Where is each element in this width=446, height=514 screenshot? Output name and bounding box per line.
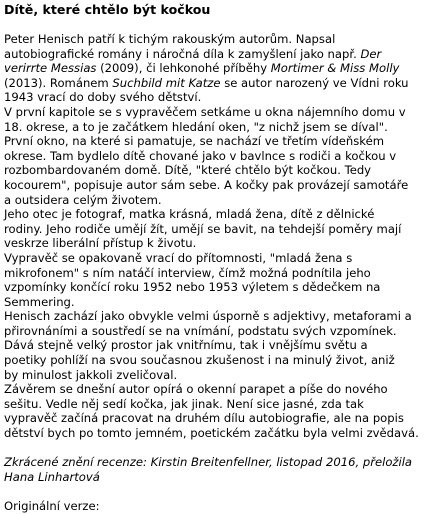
text-line	[4, 61, 440, 76]
text-run: autobiografické romány i náročná díla k zamyšlení jako např.	[4, 46, 361, 61]
text-line	[4, 47, 440, 62]
text-line	[4, 251, 440, 266]
book-title: Suchbild mit Katze	[112, 75, 221, 90]
text-run: Peter Henisch patří k tichým rakouským autorům. Napsal	[4, 32, 336, 46]
text-run: V první kapitole se s vypravěčem setkáme u okna nájemního domu v	[4, 104, 406, 119]
text-run: sešitu. Vedle něj sedí kočka, jak jinak. Není sice jasné, zda tak	[4, 396, 364, 411]
text-run: přirovnáními a soustředí se na vnímání, podstatu svých vzpomínek.	[4, 323, 397, 338]
text-run: se autor narozený ve Vídni roku	[220, 75, 409, 90]
text-run: Semmering.	[4, 294, 75, 309]
text-line	[4, 266, 440, 281]
text-line	[4, 178, 440, 193]
text-line	[4, 338, 440, 353]
text-run: dětství bych po tomto jemném, poetickém začátku byla velmi zvědavá.	[4, 426, 419, 441]
book-title: Der	[360, 46, 382, 61]
text-run: Henisch zachází jako obvykle velmi úsporně s adjektivy, metaforami a	[4, 309, 412, 324]
text-line	[4, 149, 440, 164]
text-run: vypravěč začíná pracovat na druhém dílu autobiografie, ale na popis	[4, 411, 404, 426]
text-line	[4, 90, 440, 105]
text-line	[4, 134, 440, 149]
text-line	[4, 222, 440, 237]
review-body	[4, 32, 440, 514]
review-credit-line: Hana Linhartová	[4, 469, 100, 484]
review-credit-line: Zkrácené znění recenze: Kirstin Breitenfellner, listopad 2016, přeložila	[4, 455, 413, 470]
text-line	[4, 193, 440, 208]
text-run: (2009), či lehkonohé příběhy	[96, 61, 271, 76]
book-title: verirrte Messias	[4, 61, 97, 76]
text-run: Dává stejně velký prostor jak vnitřnímu, tak i vnějšímu světu a	[4, 338, 368, 353]
text-line	[4, 32, 440, 47]
text-run: První okno, na které si pamatuje, se nachází ve třetím vídeňském	[4, 134, 385, 149]
text-line	[4, 105, 440, 120]
text-run: rozbombardovaném domě. Dítě, "které chtělo být kočkou. Tedy	[4, 163, 372, 178]
text-line	[4, 324, 440, 339]
text-run: rodiny. Jeho rodiče umějí žít, umějí se bavit, na tehdejší poměry mají	[4, 221, 402, 236]
text-run: 1943 vrací do doby svého dětství.	[4, 90, 202, 105]
text-line	[4, 382, 440, 397]
text-run: (2013). Románem	[4, 75, 113, 90]
text-line	[4, 163, 440, 178]
text-line	[4, 411, 440, 426]
text-line	[4, 397, 440, 412]
text-line	[4, 120, 440, 135]
text-run: 18. okrese, a to je začátkem hledání oken, "z nichž jsem se díval".	[4, 119, 388, 134]
book-title: Mortimer & Miss Molly	[270, 61, 400, 76]
text-line	[4, 309, 440, 324]
original-version-label: Originální verze:	[4, 499, 100, 513]
text-line	[4, 207, 440, 222]
text-line	[4, 353, 440, 368]
spacer	[4, 484, 440, 499]
text-run: vzpomínky končící roku 1952 nebo 1953 výletem s dědečkem na	[4, 280, 381, 295]
text-run: by minulost jakkoli zveličoval.	[4, 367, 178, 382]
text-run: okrese. Tam bydlelo dítě chované jako v bavlnce s rodiči a kočkou v	[4, 148, 397, 163]
text-line	[4, 76, 440, 91]
spacer	[4, 441, 440, 456]
text-run: mikrofonem" s ním natáčí interview, čímž možná podnítila jeho	[4, 265, 371, 280]
text-run: a outsidera celým životem.	[4, 192, 162, 207]
text-run: Závěrem se dnešní autor opírá o okenní parapet a píše do nového	[4, 382, 388, 397]
text-line	[4, 280, 440, 295]
text-run: Jeho otec je fotograf, matka krásná, mladá žena, dítě z dělnické	[4, 207, 375, 222]
text-run: kocourem", popisuje autor sám sebe. A kočky pak provázejí samotáře	[4, 177, 409, 192]
text-run: veskrze liberální přístup k životu.	[4, 236, 197, 251]
page-title: Dítě, které chtělo být kočkou	[4, 2, 211, 17]
text-run: Vypravěč se opakovaně vrací do přítomnosti, "mladá žena s	[4, 250, 353, 265]
text-line	[4, 426, 440, 441]
text-run: poetiky pohlíží na svou současnou zkušenost i na minulý život, aniž	[4, 353, 395, 368]
text-line	[4, 295, 440, 310]
text-line	[4, 368, 440, 383]
text-line	[4, 236, 440, 251]
